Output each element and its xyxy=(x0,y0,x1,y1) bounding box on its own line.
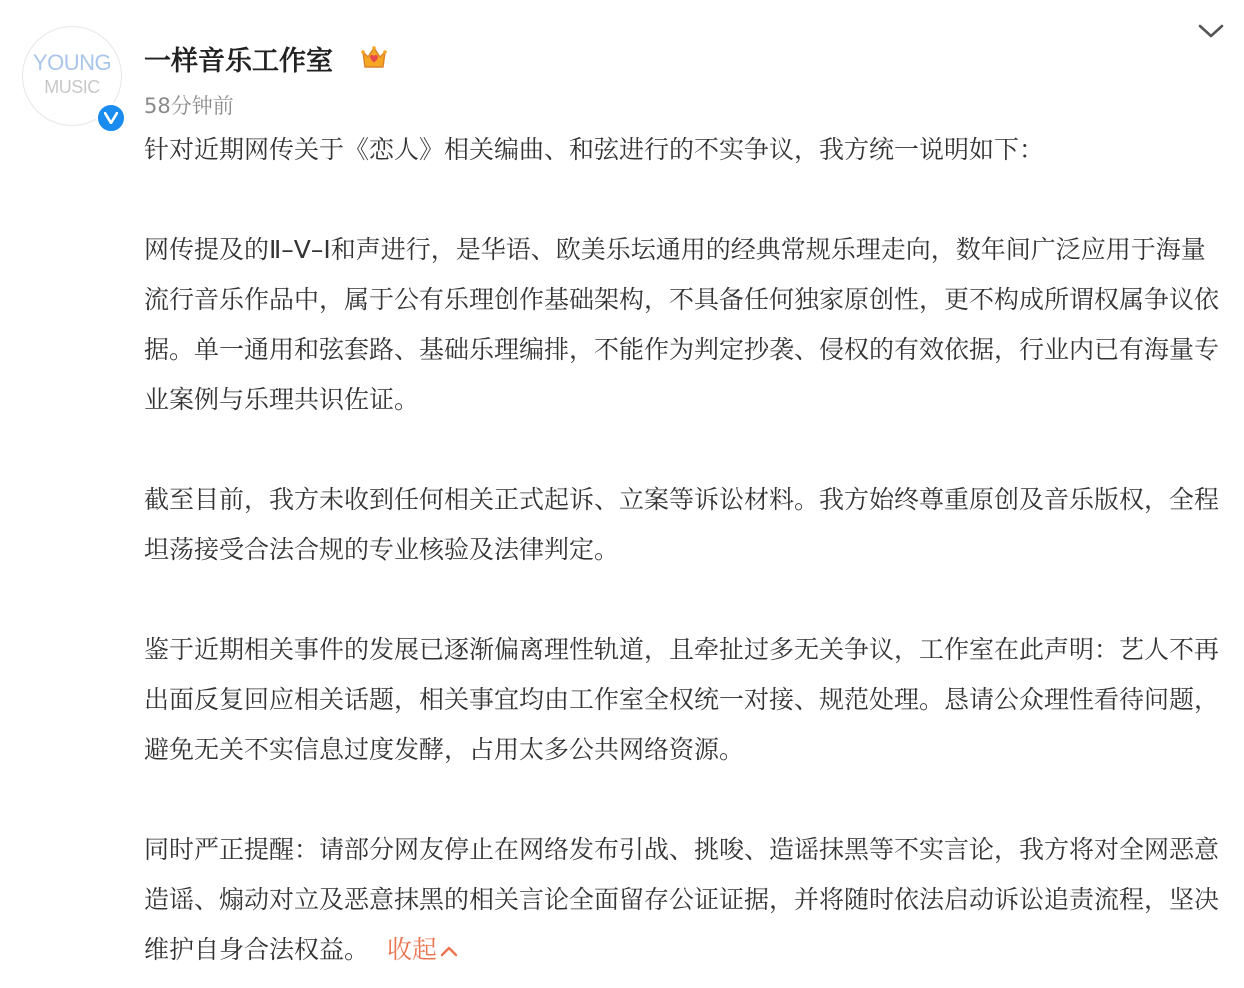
chevron-down-icon[interactable] xyxy=(1196,20,1226,44)
post-paragraph: 针对近期网传关于《恋人》相关编曲、和弦进行的不实争议，我方统一说明如下： xyxy=(144,135,1045,164)
post-paragraph-text: 同时严正提醒：请部分网友停止在网络发布引战、挑唆、造谣抹黑等不实言论，我方将对全网恶意造谣、煽动对立及恶意抹黑的相关言论全面留存公证证据，并将随时依法启动诉讼追责流程，坚决维护自身合法权益。 xyxy=(144,835,1220,964)
verified-icon xyxy=(96,103,126,133)
avatar-logo-line2: MUSIC xyxy=(44,77,100,97)
avatar-logo-line1: YOUNG xyxy=(32,50,112,75)
post-paragraph: 截至目前，我方未收到任何相关正式起诉、立案等诉讼材料。我方始终尊重原创及音乐版权，全程坦荡接受合法合规的专业核验及法律判定。 xyxy=(144,485,1220,564)
post-paragraph: 网传提及的Ⅱ–Ⅴ–Ⅰ和声进行，是华语、欧美乐坛通用的经典常规乐理走向，数年间广泛应用于海量流行音乐作品中，属于公有乐理创作基础架构，不具备任何独家原创性，更不构成所谓权属争议依据。单一通用和弦套路、基础乐理编排，不能作为判定抄袭、侵权的有效依据，行业内已有海量专业案例与乐理共识佐证。 xyxy=(144,235,1220,414)
chevron-up-icon xyxy=(439,944,459,958)
collapse-button[interactable] xyxy=(387,935,459,964)
post-timestamp: 58分钟前 xyxy=(144,94,234,118)
avatar-logo xyxy=(23,51,121,99)
post-content xyxy=(144,125,1224,975)
post-header xyxy=(0,0,1244,140)
crown-icon[interactable] xyxy=(358,42,390,74)
post-paragraph: 鉴于近期相关事件的发展已逐渐偏离理性轨道，且牵扯过多无关争议，工作室在此声明：艺人不再出面反复回应相关话题，相关事宜均由工作室全权统一对接、规范处理。恳请公众理性看待问题，避免无关不实信息过度发酵，占用太多公共网络资源。 xyxy=(144,635,1220,764)
collapse-label: 收起 xyxy=(387,935,438,964)
post-paragraph-last xyxy=(144,825,1224,975)
user-name[interactable]: 一样音乐工作室 xyxy=(144,46,333,77)
